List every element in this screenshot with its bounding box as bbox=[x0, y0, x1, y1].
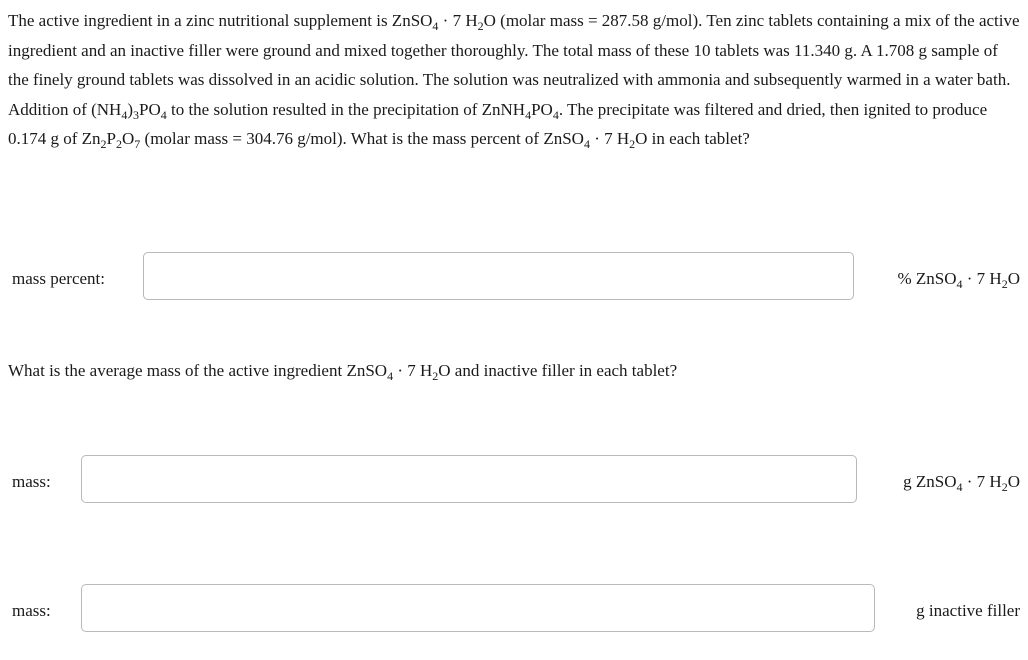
mass-active-label: mass: bbox=[12, 472, 51, 491]
question-average-mass: What is the average mass of the active ingredient ZnSO$_4$ · 7 $H_2O$ and inactive filler in each tablet? bbox=[8, 361, 678, 383]
mass-filler-label: mass: bbox=[12, 601, 51, 620]
problem-statement: The active ingredient in a zinc nutritional supplement is ZnSO$_4$ · 7 $H_2O$ (molar mass = 287.58 g/mol). Ten zinc tablets containing a mix of the active ingredient and an inactive filler were ground and mixed together thoroughly. The total mass of these 10 tablets was 11.340 g. A 1.708 g sample of the finely ground tablets was dissolved in an acidic solution. The solution was neutralized with ammonia and subsequently warmed in a water bath. Addition of $(NH_4)_3PO_4$ to the solution resulted in the precipitation of $ZnNH_4PO_4$. The precipitate was filtered and dried, then ignited to produce 0.174 g of $Zn_2P_2O_7$ (molar mass = 304.76 g/mol). What is the mass percent of ZnSO$_4$ · 7 $H_2O$ in each tablet? bbox=[8, 11, 1020, 151]
mass-percent-unit: % ZnSO$_4$ · 7 $H_2O$ bbox=[897, 269, 1020, 291]
mass-percent-input[interactable] bbox=[143, 252, 854, 300]
mass-filler-input[interactable] bbox=[81, 584, 875, 632]
mass-active-input[interactable] bbox=[81, 455, 857, 503]
mass-active-unit: g ZnSO$_4$ · 7 $H_2O$ bbox=[903, 472, 1020, 494]
mass-percent-label: mass percent: bbox=[12, 269, 105, 288]
mass-filler-unit: g inactive filler bbox=[916, 601, 1020, 620]
